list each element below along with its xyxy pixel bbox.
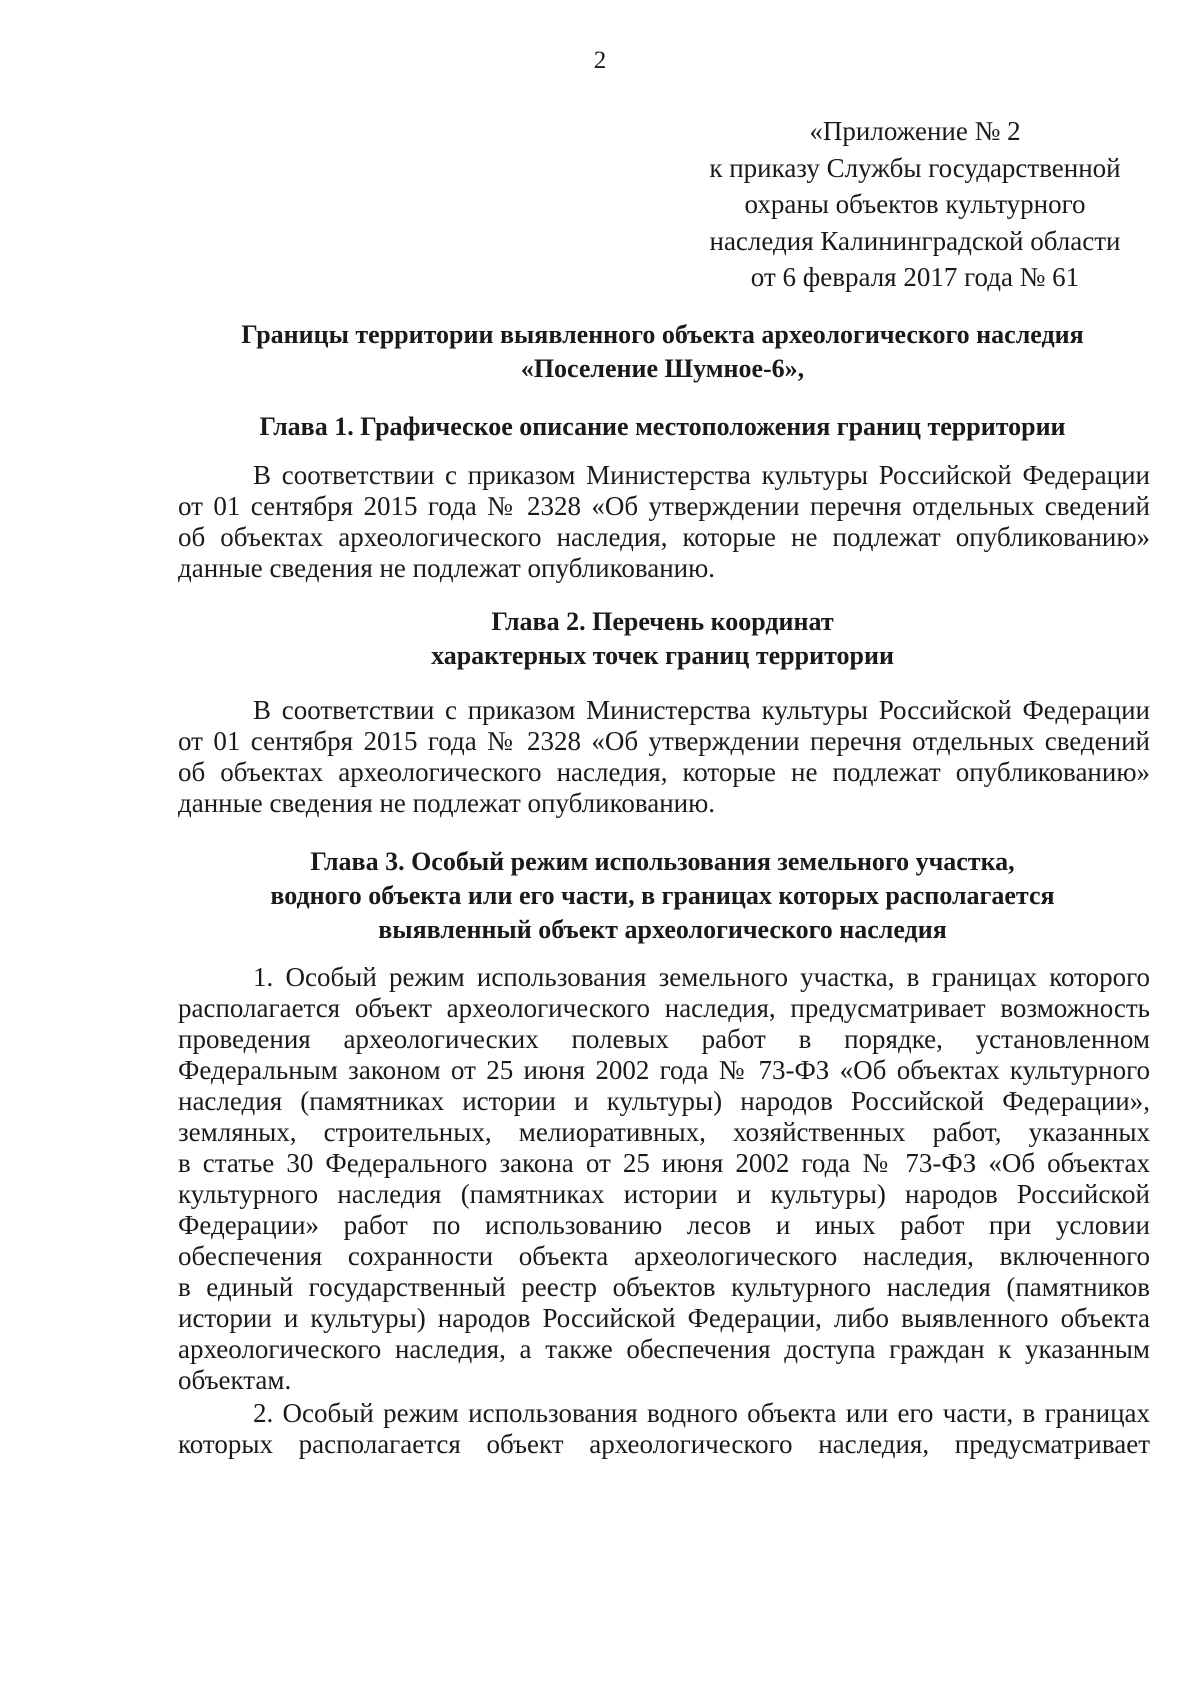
paragraph-line: которых располагается объект археологического наследия, предусматривает <box>178 1429 1150 1459</box>
paragraph-line: проведения археологических полевых работ в порядке, установленном <box>178 1024 1150 1054</box>
chapter1-heading-line: Глава 1. Графическое описание местоположения границ территории <box>259 412 1066 441</box>
paragraph-line: обеспечения сохранности объекта археологического наследия, включенного <box>178 1241 1150 1271</box>
chapter2-heading <box>175 605 1150 673</box>
page-number: 2 <box>593 47 607 74</box>
chapter3-heading <box>175 845 1150 947</box>
chapter3-heading-line: выявленный объект археологического наследия <box>378 915 947 944</box>
title-line: Границы территории выявленного объекта археологического наследия <box>241 320 1084 349</box>
paragraph-line: данные сведения не подлежат опубликованию. <box>178 553 716 583</box>
paragraph-line: В соответствии с приказом Министерства культуры Российской Федерации <box>253 695 1150 725</box>
paragraph-line: данные сведения не подлежат опубликованию. <box>178 788 716 818</box>
paragraph-line: 2. Особый режим использования водного объекта или его части, в границах <box>253 1398 1150 1428</box>
paragraph-line: об объектах археологического наследия, которые не подлежат опубликованию» <box>178 757 1150 787</box>
paragraph-line: Федеральным законом от 25 июня 2002 года № 73-ФЗ «Об объектах культурного <box>178 1055 1150 1085</box>
paragraph-line: наследия (памятниках истории и культуры) народов Российской Федерации», <box>178 1086 1150 1116</box>
appendix-line: охраны объектов культурного <box>744 189 1086 219</box>
chapter3-heading-line: водного объекта или его части, в границах которых располагается <box>270 881 1055 910</box>
paragraph-line: в статье 30 Федерального закона от 25 июня 2002 года № 73-ФЗ «Об объектах <box>178 1148 1150 1178</box>
document-title <box>175 318 1150 386</box>
appendix-line: «Приложение № 2 <box>809 116 1021 146</box>
paragraph-line: располагается объект археологического наследия, предусматривает возможность <box>178 993 1150 1023</box>
chapter3-heading-line: Глава 3. Особый режим использования земельного участка, <box>310 847 1015 876</box>
paragraph-line: культурного наследия (памятниках истории и культуры) народов Российской <box>178 1179 1150 1209</box>
paragraph-line: в единый государственный реестр объектов культурного наследия (памятников <box>178 1272 1150 1302</box>
chapter2-paragraph <box>178 695 1150 819</box>
paragraph-line: об объектах археологического наследия, которые не подлежат опубликованию» <box>178 522 1150 552</box>
chapter1-heading <box>175 410 1150 444</box>
chapter3-item2 <box>178 1398 1150 1460</box>
appendix-line: наследия Калининградской области <box>709 225 1121 256</box>
appendix-header <box>680 113 1150 296</box>
appendix-line: к приказу Службы государственной <box>709 152 1121 183</box>
paragraph-line: Федерации» работ по использованию лесов и иных работ при условии <box>178 1210 1150 1240</box>
paragraph-line: В соответствии с приказом Министерства культуры Российской Федерации <box>253 460 1150 490</box>
appendix-line: от 6 февраля 2017 года № 61 <box>750 262 1080 292</box>
title-line: «Поселение Шумное-6», <box>520 354 805 383</box>
paragraph-line: объектам. <box>178 1365 292 1395</box>
chapter1-paragraph <box>178 460 1150 584</box>
paragraph-line: 1. Особый режим использования земельного участка, в границах которого <box>253 962 1150 992</box>
paragraph-line: археологического наследия, а также обеспечения доступа граждан к указанным <box>178 1334 1150 1364</box>
chapter2-heading-line: Глава 2. Перечень координат <box>491 607 834 636</box>
paragraph-line: истории и культуры) народов Российской Федерации, либо выявленного объекта <box>178 1303 1150 1333</box>
paragraph-line: от 01 сентября 2015 года № 2328 «Об утверждении перечня отдельных сведений <box>178 491 1150 521</box>
paragraph-line: от 01 сентября 2015 года № 2328 «Об утверждении перечня отдельных сведений <box>178 726 1150 756</box>
chapter2-heading-line: характерных точек границ территории <box>431 641 894 670</box>
chapter3-item1 <box>178 962 1150 1396</box>
paragraph-line: земляных, строительных, мелиоративных, хозяйственных работ, указанных <box>178 1117 1150 1147</box>
